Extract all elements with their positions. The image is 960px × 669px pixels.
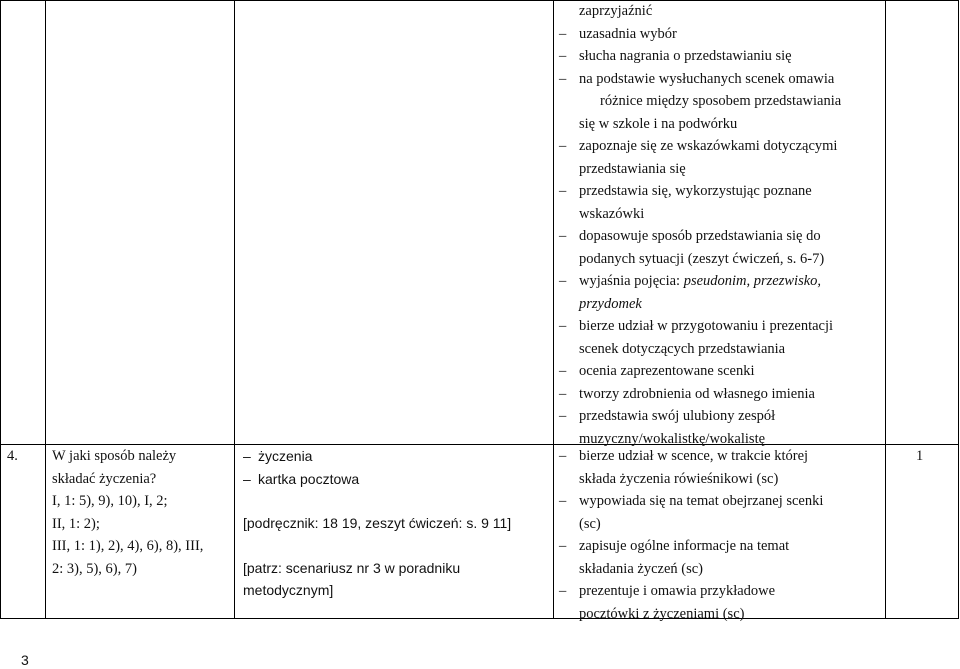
grid-right-border [958, 0, 959, 619]
outcome-line: przedstawiania się [579, 160, 686, 177]
topics-cell [243, 445, 548, 602]
materials-reference: [podręcznik: 18 19, zeszyt ćwiczeń: s. 9 11] [243, 515, 512, 531]
topic-item: – kartka pocztowa [243, 470, 360, 487]
outcome-item: – wyjaśnia pojęcia: pseudonim, przezwisko, [579, 270, 879, 293]
outcome-item: zaprzyjaźnić [579, 3, 653, 19]
grid-left-border [0, 0, 1, 619]
scenario-reference: [patrz: scenariusz nr 3 w poradniku [243, 559, 461, 576]
outcome-line: przydomek [579, 295, 642, 312]
question-line: składać życzenia? [52, 470, 157, 487]
grid-col-divider-3 [553, 0, 554, 619]
outcome-item: – dopasowuje sposób przedstawiania się do [579, 225, 879, 248]
outcome-line: (sc) [579, 515, 601, 532]
row-number: 4. [7, 448, 18, 464]
outcome-line: podanych sytuacji (zeszyt ćwiczeń, s. 6-7) [579, 250, 825, 267]
outcome-line: wskazówki [579, 205, 645, 222]
outcome-item: – ocenia zaprezentowane scenki [579, 360, 879, 383]
outcome-item: – zapoznaje się ze wskazówkami dotyczącymi [579, 135, 879, 158]
question-cell [52, 445, 232, 580]
prev-outcomes-cell [579, 0, 879, 450]
page-number: 3 [21, 652, 29, 668]
outcome-item: – bierze udział w przygotowaniu i prezentacji [579, 315, 879, 338]
outcome-line: muzyczny/wokalistkę/wokalistę [579, 430, 766, 447]
outcome-item: – bierze udział w scence, w trakcie której [579, 445, 879, 468]
hours-value: 1 [916, 448, 924, 464]
outcome-item: – uzasadnia wybór [579, 23, 879, 46]
outcome-item: – zapisuje ogólne informacje na temat [579, 535, 879, 558]
outcome-item: – tworzy zdrobnienia od własnego imienia [579, 383, 879, 406]
outcome-line: składa życzenia rówieśnikowi (sc) [579, 470, 779, 487]
reference-line: I, 1: 5), 9), 10), I, 2; [52, 493, 168, 509]
question-line: W jaki sposób należy [52, 448, 177, 464]
outcome-line: scenek dotyczących przedstawiania [579, 340, 786, 357]
outcome-item: – wypowiada się na temat obejrzanej scenki [579, 490, 879, 513]
outcome-item: – na podstawie wysłuchanych scenek omawia [579, 68, 879, 91]
grid-col-divider-2 [234, 0, 235, 619]
outcome-line: składania życzeń (sc) [579, 560, 703, 577]
topic-item: – życzenia [243, 448, 313, 464]
row-outcomes-cell [579, 445, 879, 625]
outcome-line: pocztówki z życzeniami (sc) [579, 605, 745, 622]
reference-line: III, 1: 1), 2), 4), 6), 8), III, [52, 538, 204, 554]
outcome-item: – prezentuje i omawia przykładowe [579, 580, 879, 603]
reference-line: 2: 3), 5), 6), 7) [52, 560, 137, 577]
outcome-line: się w szkole i na podwórku [579, 115, 738, 132]
scenario-reference: metodycznym] [243, 582, 334, 598]
outcome-item: – słucha nagrania o przedstawianiu się [579, 45, 879, 68]
outcome-line: różnice między sposobem przedstawiania [600, 93, 842, 109]
outcome-item: – przedstawia się, wykorzystując poznane [579, 180, 879, 203]
reference-line: II, 1: 2); [52, 515, 100, 532]
grid-col-divider-1 [45, 0, 46, 619]
outcome-item: – przedstawia swój ulubiony zespół [579, 405, 879, 428]
